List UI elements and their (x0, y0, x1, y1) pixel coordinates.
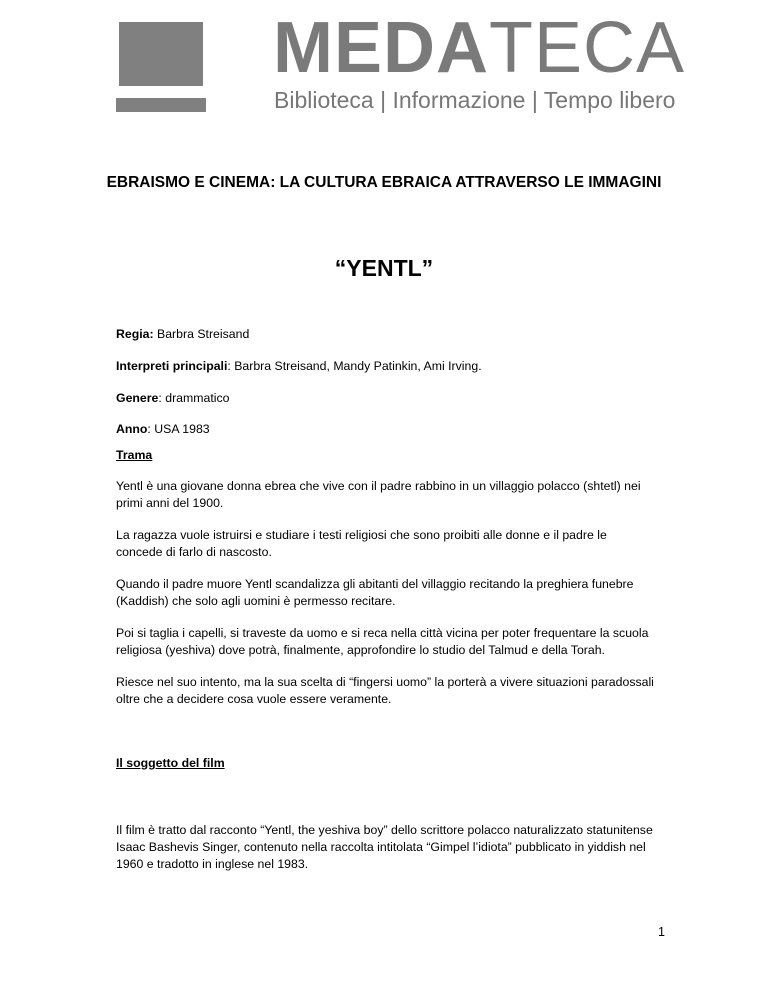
subject-paragraph: Il film è tratto dal racconto “Yentl, the yeshiva boy” dello scrittore polacco naturalizzato statunitense Isaac Bashevis Singer, contenuto nella raccolta intitolata “Gimpel l’idiota” pubblicato in yiddish nel 1960 e tradotto in inglese nel 1983. (116, 823, 653, 871)
brand-name (273, 8, 686, 88)
medateca-logo (116, 8, 686, 118)
plot-paragraph: Riesce nel suo intento, ma la sua scelta di “fingersi uomo” la porterà a vivere situazioni paradossali oltre che a decidere cosa vuole essere veramente. (116, 675, 654, 706)
credit-value: Barbra Streisand (153, 327, 250, 341)
credit-cast (116, 358, 656, 375)
plot-paragraph: Poi si taglia i capelli, si traveste da uomo e si reca nella città vicina per poter frequentare la scuola religiosa (yeshiva) dove potrà, finalmente, approfondire lo studio del Talmud e della Torah. (116, 626, 649, 657)
brand-name-bold: MEDA (273, 8, 489, 88)
page-number: 1 (658, 925, 665, 939)
film-title: “YENTL” (334, 255, 434, 281)
credit-director (116, 326, 656, 343)
section-heading-subject: Il soggetto del film (116, 756, 225, 770)
library-logo-icon (116, 18, 206, 114)
credit-genre (116, 390, 656, 407)
credit-label: Anno (116, 422, 148, 436)
credit-value: : USA 1983 (147, 422, 210, 436)
brand-name-light: TECA (489, 8, 686, 88)
credit-label: Regia: (116, 327, 154, 341)
credit-year (116, 421, 656, 438)
plot-paragraph: Yentl è una giovane donna ebrea che vive con il padre rabbino in un villaggio polacco (shtetl) nei primi anni del 1900. (116, 479, 641, 510)
credit-value: : drammatico (158, 391, 230, 405)
plot-paragraph: Quando il padre muore Yentl scandalizza gli abitanti del villaggio recitando la preghiera funebre (Kaddish) che solo agli uomini è permesso recitare. (116, 577, 634, 608)
credit-label: Interpreti principali (116, 359, 228, 373)
brand-tagline: Biblioteca | Informazione | Tempo libero (274, 87, 676, 113)
section-heading-plot: Trama (116, 448, 153, 462)
credit-value: : Barbra Streisand, Mandy Patinkin, Ami Irving. (227, 359, 482, 373)
document-title: EBRAISMO E CINEMA: LA CULTURA EBRAICA ATTRAVERSO LE IMMAGINI (106, 174, 662, 191)
plot-paragraph: La ragazza vuole istruirsi e studiare i testi religiosi che sono proibiti alle donne e il padre le concede di farlo di nascosto. (116, 528, 607, 559)
credit-label: Genere (116, 391, 159, 405)
